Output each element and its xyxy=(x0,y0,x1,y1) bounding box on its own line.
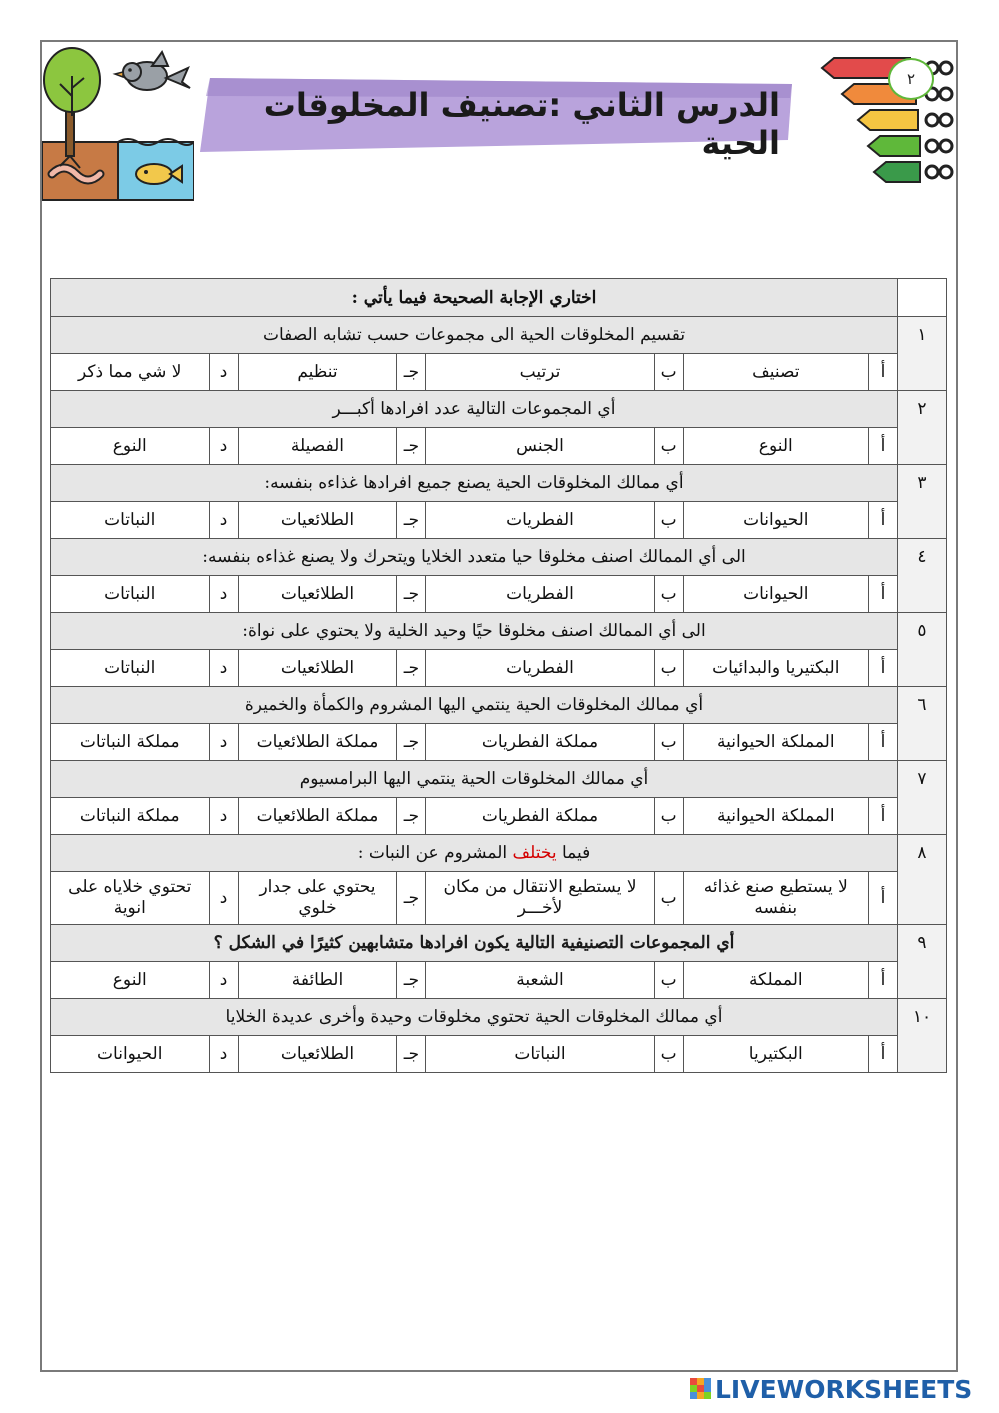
question-text: أي ممالك المخلوقات الحية ينتمي اليها البرامسيوم xyxy=(51,761,898,798)
option-letter-c: جـ xyxy=(397,1036,426,1073)
option-c[interactable]: الطلائعيات xyxy=(238,650,397,687)
option-c[interactable]: مملكة الطلائعيات xyxy=(238,724,397,761)
question-text-part: المشروم عن النبات : xyxy=(357,843,513,863)
option-b[interactable]: ترتيب xyxy=(426,354,654,391)
question-row xyxy=(51,999,947,1036)
question-row xyxy=(51,539,947,576)
option-d[interactable]: النباتات xyxy=(51,576,210,613)
option-c[interactable]: الطائفة xyxy=(238,962,397,999)
option-letter-c: جـ xyxy=(397,872,426,925)
option-letter-a: أ xyxy=(869,354,898,391)
option-letter-d: د xyxy=(209,872,238,925)
option-letter-d: د xyxy=(209,798,238,835)
option-b[interactable]: مملكة الفطريات xyxy=(426,724,654,761)
nature-illustration-icon xyxy=(42,46,194,202)
answer-row xyxy=(51,872,947,925)
option-c[interactable]: مملكة الطلائعيات xyxy=(238,798,397,835)
option-letter-c: جـ xyxy=(397,576,426,613)
option-c[interactable]: تنظيم xyxy=(238,354,397,391)
option-letter-a: أ xyxy=(869,1036,898,1073)
question-text: أي ممالك المخلوقات الحية تحتوي مخلوقات وحيدة وأخرى عديدة الخلايا xyxy=(51,999,898,1036)
option-letter-b: ب xyxy=(654,872,683,925)
watermark-text: LIVEWORKSHEETS xyxy=(715,1374,973,1404)
option-d[interactable]: مملكة النباتات xyxy=(51,798,210,835)
question-text-part: فيما xyxy=(556,843,591,863)
question-row xyxy=(51,687,947,724)
question-number: ٨ xyxy=(898,835,947,925)
option-letter-b: ب xyxy=(654,576,683,613)
question-number: ٩ xyxy=(898,925,947,999)
option-letter-c: جـ xyxy=(397,502,426,539)
option-c[interactable]: يحتوي على جدار خلوي xyxy=(238,872,397,925)
option-a[interactable]: المملكة الحيوانية xyxy=(683,724,868,761)
question-number: ٥ xyxy=(898,613,947,687)
option-d[interactable]: الحيوانات xyxy=(51,1036,210,1073)
option-letter-b: ب xyxy=(654,724,683,761)
option-b[interactable]: الفطريات xyxy=(426,650,654,687)
question-row xyxy=(51,925,947,962)
page-title: الدرس الثاني :تصنيف المخلوقات الحية xyxy=(263,86,780,162)
option-letter-c: جـ xyxy=(397,428,426,465)
question-text: أي المجموعات التصنيفية التالية يكون افرادها متشابهين كثيرًا في الشكل ؟ xyxy=(51,925,898,962)
option-a[interactable]: المملكة xyxy=(683,962,868,999)
option-letter-c: جـ xyxy=(397,650,426,687)
option-letter-d: د xyxy=(209,576,238,613)
instruction-text: اختاري الإجابة الصحيحة فيما يأتي : xyxy=(51,279,898,317)
option-a[interactable]: تصنيف xyxy=(683,354,868,391)
option-letter-b: ب xyxy=(654,1036,683,1073)
option-letter-d: د xyxy=(209,502,238,539)
option-d[interactable]: مملكة النباتات xyxy=(51,724,210,761)
answer-row xyxy=(51,962,947,999)
answer-row xyxy=(51,724,947,761)
option-b[interactable]: الفطريات xyxy=(426,502,654,539)
option-a[interactable]: البكتيريا xyxy=(683,1036,868,1073)
option-d[interactable]: النباتات xyxy=(51,650,210,687)
option-a[interactable]: الحيوانات xyxy=(683,502,868,539)
option-a[interactable]: الحيوانات xyxy=(683,576,868,613)
option-letter-d: د xyxy=(209,354,238,391)
option-letter-b: ب xyxy=(654,354,683,391)
option-letter-d: د xyxy=(209,962,238,999)
question-text: أي المجموعات التالية عدد افرادها أكبـــر xyxy=(51,391,898,428)
corner-cell xyxy=(898,279,947,317)
question-row xyxy=(51,317,947,354)
question-number: ٧ xyxy=(898,761,947,835)
option-d[interactable]: النوع xyxy=(51,962,210,999)
option-letter-a: أ xyxy=(869,502,898,539)
option-a[interactable]: البكتيريا والبدائيات xyxy=(683,650,868,687)
option-d[interactable]: لا شي مما ذكر xyxy=(51,354,210,391)
question-number: ٦ xyxy=(898,687,947,761)
option-b[interactable]: الجنس xyxy=(426,428,654,465)
option-letter-b: ب xyxy=(654,428,683,465)
option-c[interactable]: الفصيلة xyxy=(238,428,397,465)
option-letter-a: أ xyxy=(869,650,898,687)
option-b[interactable]: النباتات xyxy=(426,1036,654,1073)
answer-row xyxy=(51,576,947,613)
option-letter-d: د xyxy=(209,1036,238,1073)
question-number: ٤ xyxy=(898,539,947,613)
answer-row xyxy=(51,650,947,687)
option-b[interactable]: الفطريات xyxy=(426,576,654,613)
answer-row xyxy=(51,502,947,539)
answer-row xyxy=(51,428,947,465)
option-letter-b: ب xyxy=(654,502,683,539)
option-a[interactable]: النوع xyxy=(683,428,868,465)
instruction-row xyxy=(51,279,947,317)
option-letter-d: د xyxy=(209,428,238,465)
option-d[interactable]: النباتات xyxy=(51,502,210,539)
option-letter-a: أ xyxy=(869,962,898,999)
option-b[interactable]: مملكة الفطريات xyxy=(426,798,654,835)
question-row xyxy=(51,465,947,502)
question-number: ٣ xyxy=(898,465,947,539)
question-row xyxy=(51,835,947,872)
question-number: ١٠ xyxy=(898,999,947,1073)
option-letter-a: أ xyxy=(869,576,898,613)
option-a[interactable]: المملكة الحيوانية xyxy=(683,798,868,835)
question-text: أي ممالك المخلوقات الحية يصنع جميع افرادها غذاءه بنفسه: xyxy=(51,465,898,502)
question-number: ٢ xyxy=(898,391,947,465)
question-text xyxy=(51,835,898,872)
answer-row xyxy=(51,1036,947,1073)
option-letter-d: د xyxy=(209,650,238,687)
option-a[interactable]: لا يستطيع صنع غذائه بنفسه xyxy=(683,872,868,925)
option-c[interactable]: الطلائعيات xyxy=(238,576,397,613)
option-letter-a: أ xyxy=(869,798,898,835)
option-letter-b: ب xyxy=(654,798,683,835)
option-letter-c: جـ xyxy=(397,724,426,761)
option-letter-c: جـ xyxy=(397,354,426,391)
option-b[interactable]: لا يستطيع الانتقال من مكان لأخـــر xyxy=(426,872,654,925)
page-number: ٢ xyxy=(888,58,934,100)
option-letter-c: جـ xyxy=(397,962,426,999)
question-text: أي ممالك المخلوقات الحية ينتمي اليها المشروم والكمأة والخميرة xyxy=(51,687,898,724)
option-letter-c: جـ xyxy=(397,798,426,835)
option-d[interactable]: النوع xyxy=(51,428,210,465)
option-letter-b: ب xyxy=(654,962,683,999)
question-text: تقسيم المخلوقات الحية الى مجموعات حسب تشابه الصفات xyxy=(51,317,898,354)
question-row xyxy=(51,391,947,428)
question-row xyxy=(51,613,947,650)
option-d[interactable]: تحتوي خلاياه على انوية xyxy=(51,872,210,925)
option-letter-b: ب xyxy=(654,650,683,687)
answer-row xyxy=(51,354,947,391)
option-letter-a: أ xyxy=(869,724,898,761)
option-b[interactable]: الشعبة xyxy=(426,962,654,999)
question-row xyxy=(51,761,947,798)
question-number: ١ xyxy=(898,317,947,391)
option-letter-d: د xyxy=(209,724,238,761)
question-text: الى أي الممالك اصنف مخلوقا حيا متعدد الخلايا ويتحرك ولا يصنع غذاءه بنفسه: xyxy=(51,539,898,576)
liveworksheets-logo-icon xyxy=(690,1378,712,1400)
option-letter-a: أ xyxy=(869,872,898,925)
question-text: الى أي الممالك اصنف مخلوقا حيًا وحيد الخلية ولا يحتوي على نواة: xyxy=(51,613,898,650)
option-c[interactable]: الطلائعيات xyxy=(238,502,397,539)
answer-row xyxy=(51,798,947,835)
option-c[interactable]: الطلائعيات xyxy=(238,1036,397,1073)
question-text-highlight: يختلف xyxy=(512,843,557,863)
questions-table xyxy=(50,278,947,1073)
liveworksheets-watermark xyxy=(690,1376,972,1402)
option-letter-a: أ xyxy=(869,428,898,465)
